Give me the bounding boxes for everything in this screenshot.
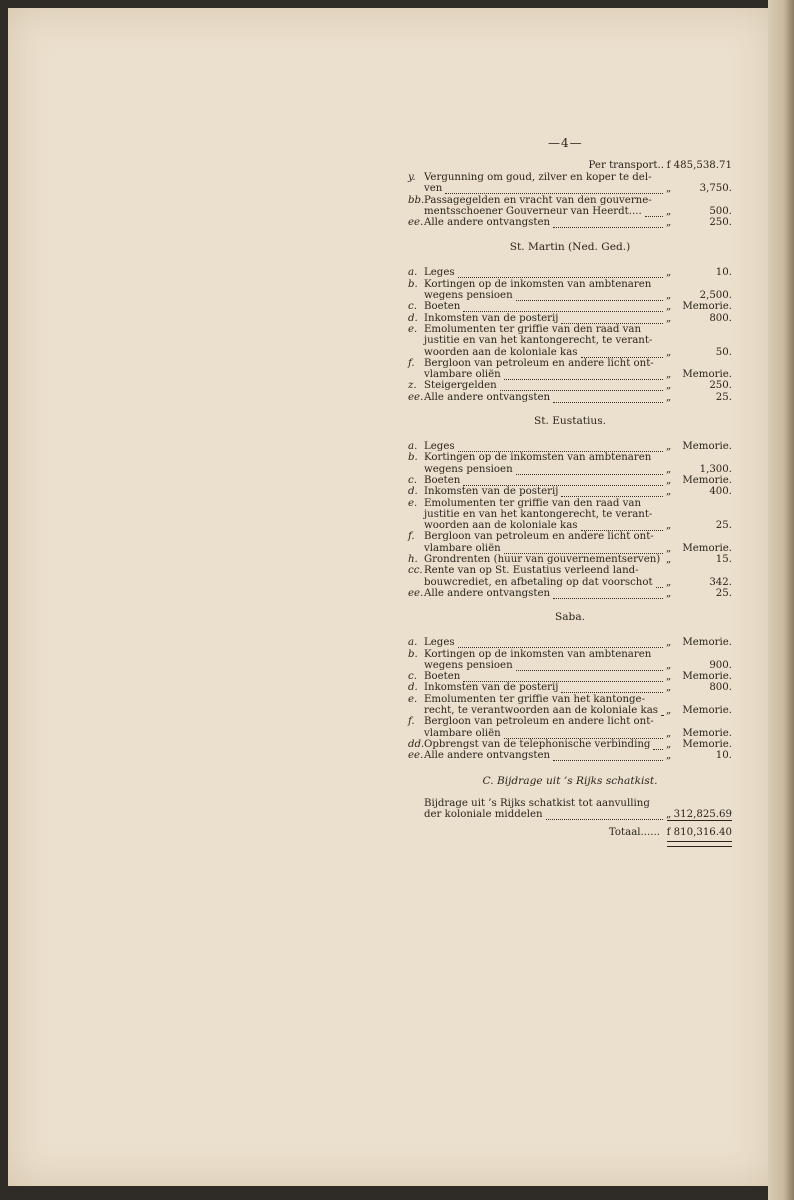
item-text: Alle andere ontvangsten [424, 587, 551, 599]
revenue-item-line [408, 290, 732, 302]
item-amount: Memorie. [682, 369, 732, 381]
per-transport-label: Per transport.. [588, 160, 664, 171]
ditto-mark: „ [666, 290, 672, 301]
item-amount: 900. [709, 659, 732, 671]
item-letter: c. [408, 474, 417, 486]
item-amount: Memorie. [682, 441, 732, 452]
item-amount: 2,500. [699, 290, 732, 301]
item-amount: Memorie. [682, 738, 732, 750]
item-text: Grondrenten (huur van gouvernementserven) [424, 554, 661, 565]
revenue-item-line [408, 543, 732, 555]
item-letter: dd. [408, 738, 425, 750]
ditto-mark: „ [666, 637, 672, 649]
total-label: Totaal...... [608, 827, 660, 839]
ditto-mark: „ [666, 705, 672, 716]
item-text: Inkomsten van de posterij [424, 486, 559, 498]
revenue-item-line [408, 660, 732, 672]
revenue-item-line [408, 206, 732, 218]
revenue-item-line [408, 475, 732, 487]
revenue-item-line [408, 369, 732, 381]
section-title: C. Bijdrage uit ’s Rijks schatkist. [482, 774, 658, 787]
item-text: Boeten [424, 301, 461, 313]
item-letter: a. [408, 267, 418, 279]
item-text: Inkomsten van de posterij [424, 312, 559, 324]
item-amount: 25. [715, 587, 732, 599]
item-letter: e. [408, 323, 418, 335]
item-amount: Memorie. [682, 727, 732, 739]
ditto-mark: „ [666, 671, 672, 683]
revenue-item-line [408, 217, 732, 229]
item-text: Leges [424, 441, 455, 452]
ditto-mark: „ [666, 520, 672, 532]
item-text: Boeten [424, 671, 461, 683]
section-title: St. Martin (Ned. Ged.) [509, 241, 631, 254]
item-text: justitie en van het kantongerecht, te verant- [424, 335, 653, 347]
ditto-mark: „ [666, 312, 672, 324]
revenue-item-line [408, 464, 732, 476]
ditto-mark: „ [666, 463, 672, 475]
revenue-item-line [408, 183, 732, 195]
revenue-item-line [408, 531, 732, 543]
item-letter: ee. [408, 750, 424, 762]
item-amount: 400. [709, 486, 732, 498]
subtotal-rule [667, 820, 732, 821]
ditto-mark: „ [666, 391, 672, 403]
item-text: Kortingen op de inkomsten van ambtenaren [424, 452, 652, 464]
revenue-item-line [408, 172, 732, 184]
ditto-mark: „ [666, 380, 672, 392]
revenue-item-line [408, 358, 732, 370]
revenue-item-line [408, 716, 732, 728]
item-text: Passagegelden en vracht van den gouverne- [424, 194, 652, 206]
item-text: Leges [424, 267, 455, 279]
item-letter: y. [408, 171, 416, 183]
item-text: Emolumenten ter griffie van den raad van [424, 497, 642, 509]
item-letter: d. [408, 682, 418, 694]
item-letter: f. [408, 357, 415, 369]
item-text: Kortingen op de inkomsten van ambtenaren [424, 648, 652, 660]
item-text: Bergloon van petroleum en andere licht ont- [424, 531, 654, 543]
dot-leader [553, 597, 663, 599]
section-title: Saba. [554, 611, 586, 624]
page-number: —4— [548, 136, 583, 150]
revenue-item-line [408, 335, 732, 347]
item-text: Inkomsten van de posterij [424, 682, 559, 694]
item-amount: Memorie. [682, 671, 732, 683]
revenue-item-line [408, 637, 732, 649]
item-letter: e. [408, 693, 418, 705]
ditto-mark: „ [666, 369, 672, 381]
ditto-mark: „ [666, 301, 672, 313]
revenue-item-line [408, 739, 732, 751]
item-text: Steigergelden [424, 380, 497, 392]
item-text: Rente van op St. Eustatius verleend land- [424, 565, 639, 577]
item-letter: a. [408, 637, 418, 649]
item-text: Kortingen op de inkomsten van ambtenaren [424, 278, 652, 290]
item-text: Alle andere ontvangsten [424, 391, 551, 403]
item-text: vlambare oliën [424, 369, 501, 381]
item-amount: Memorie. [682, 705, 732, 716]
item-letter: b. [408, 648, 418, 660]
revenue-item-line [408, 554, 732, 566]
revenue-item-line [408, 392, 732, 404]
revenue-item-line [408, 441, 732, 453]
item-text: recht, te verantwoorden aan de koloniale kas [424, 705, 659, 716]
ditto-mark: „ [666, 486, 672, 498]
item-text: Vergunning om goud, zilver en koper te del- [424, 171, 652, 183]
item-amount: 342. [709, 576, 732, 588]
item-amount: Memorie. [682, 637, 732, 649]
item-amount: Memorie. [682, 542, 732, 554]
ditto-mark: „ [666, 750, 672, 762]
dot-leader [553, 401, 663, 403]
item-text: der koloniale middelen [424, 808, 543, 820]
item-amount: 800. [709, 312, 732, 324]
revenue-item-line [408, 694, 732, 706]
contribution-line [408, 798, 732, 810]
item-text: wegens pensioen [424, 290, 513, 301]
revenue-item-line [408, 728, 732, 740]
revenue-item-line [408, 452, 732, 464]
item-letter: c. [408, 671, 417, 683]
item-text: Alle andere ontvangsten [424, 217, 551, 229]
revenue-item-line [408, 682, 732, 694]
page-edge [768, 0, 794, 1200]
ditto-mark: „ [666, 576, 672, 588]
total-row [408, 827, 732, 839]
revenue-item-line [408, 301, 732, 313]
ditto-mark: „ [666, 587, 672, 599]
item-amount: 800. [709, 682, 732, 694]
item-letter: h. [408, 554, 418, 565]
item-letter: c. [408, 301, 417, 313]
item-amount: 250. [709, 217, 732, 229]
item-amount: Memorie. [682, 301, 732, 313]
item-text: justitie en van het kantongerecht, te verant- [424, 508, 653, 520]
item-text: wegens pensioen [424, 463, 513, 475]
revenue-item-line [408, 671, 732, 683]
item-letter: z. [408, 380, 417, 392]
item-amount: 312,825.69 [673, 808, 732, 820]
item-amount: Memorie. [682, 474, 732, 486]
ditto-mark: „ [666, 205, 672, 217]
item-text: woorden aan de koloniale kas [424, 346, 578, 358]
revenue-item-line [408, 588, 732, 600]
item-letter: ee. [408, 587, 424, 599]
ditto-mark: „ [666, 441, 672, 452]
dot-leader [553, 759, 663, 761]
item-letter: cc. [408, 565, 423, 577]
total-double-rule [667, 841, 732, 847]
item-text: vlambare oliën [424, 727, 501, 739]
item-text: Bergloon van petroleum en andere licht ont- [424, 357, 654, 369]
ditto-mark: „ [666, 217, 672, 229]
revenue-item-line [408, 486, 732, 498]
dot-leader [553, 226, 663, 228]
item-text: Bijdrage uit ’s Rijks schatkist tot aanvulling [424, 797, 650, 809]
revenue-item-line [408, 324, 732, 336]
ditto-mark: „ [666, 727, 672, 739]
revenue-item-line [408, 498, 732, 510]
item-letter: f. [408, 531, 415, 543]
item-text: Leges [424, 637, 455, 649]
item-letter: a. [408, 441, 418, 452]
item-amount: 3,750. [699, 183, 732, 195]
item-text: Emolumenten ter griffie van den raad van [424, 323, 642, 335]
revenue-item-line [408, 520, 732, 532]
revenue-item-line [408, 195, 732, 207]
item-text: ven [424, 183, 443, 195]
revenue-item-line [408, 279, 732, 291]
revenue-item-line [408, 347, 732, 359]
item-text: Alle andere ontvangsten [424, 750, 551, 762]
item-text: vlambare oliën [424, 542, 501, 554]
ditto-mark: „ [666, 682, 672, 694]
item-text: Opbrengst van de telephonische verbinding [424, 738, 651, 750]
revenue-item-line [408, 267, 732, 279]
item-amount: 15. [715, 554, 732, 565]
ditto-mark: „ [666, 738, 672, 750]
revenue-item-line [408, 565, 732, 577]
revenue-item-line [408, 705, 732, 717]
ditto-mark: „ [666, 554, 672, 565]
revenue-item-line [408, 313, 732, 325]
item-text: bouwcrediet, en afbetaling op dat voorschot [424, 576, 653, 588]
section-title: St. Eustatius. [533, 415, 607, 427]
item-amount: 10. [715, 750, 732, 762]
item-letter: b. [408, 278, 418, 290]
item-amount: 25. [715, 520, 732, 532]
item-letter: ee. [408, 217, 424, 229]
ditto-mark: „ [666, 659, 672, 671]
ditto-mark: „ [666, 474, 672, 486]
item-amount: 10. [715, 267, 732, 279]
ditto-mark: „ [666, 267, 672, 279]
ditto-mark: „ [666, 542, 672, 554]
item-text: Boeten [424, 474, 461, 486]
item-text: wegens pensioen [424, 659, 513, 671]
revenue-item-line [408, 750, 732, 762]
item-letter: f. [408, 716, 415, 728]
item-text: Bergloon van petroleum en andere licht ont- [424, 716, 654, 728]
item-text: mentsschoener Gouverneur van Heerdt.... [424, 205, 642, 217]
per-transport-row [408, 160, 732, 172]
item-letter: b. [408, 452, 418, 464]
ditto-mark: „ [666, 808, 672, 820]
per-transport-amount: f 485,538.71 [666, 160, 732, 171]
item-letter: bb. [408, 194, 425, 206]
revenue-item-line [408, 649, 732, 661]
ditto-mark: „ [666, 183, 672, 195]
item-letter: d. [408, 312, 418, 324]
revenue-item-line [408, 380, 732, 392]
total-amount: f 810,316.40 [666, 827, 732, 839]
revenue-item-line [408, 577, 732, 589]
item-amount: 50. [715, 346, 732, 358]
item-letter: e. [408, 497, 418, 509]
item-letter: d. [408, 486, 418, 498]
dot-leader [546, 818, 663, 820]
ditto-mark: „ [666, 346, 672, 358]
item-letter: ee. [408, 391, 424, 403]
item-amount: 250. [709, 380, 732, 392]
item-text: Emolumenten ter griffie van het kantonge- [424, 693, 646, 705]
item-amount: 25. [715, 391, 732, 403]
revenue-item-line [408, 509, 732, 521]
item-amount: 500. [709, 205, 732, 217]
item-amount: 1,300. [699, 463, 732, 475]
item-text: woorden aan de koloniale kas [424, 520, 578, 532]
